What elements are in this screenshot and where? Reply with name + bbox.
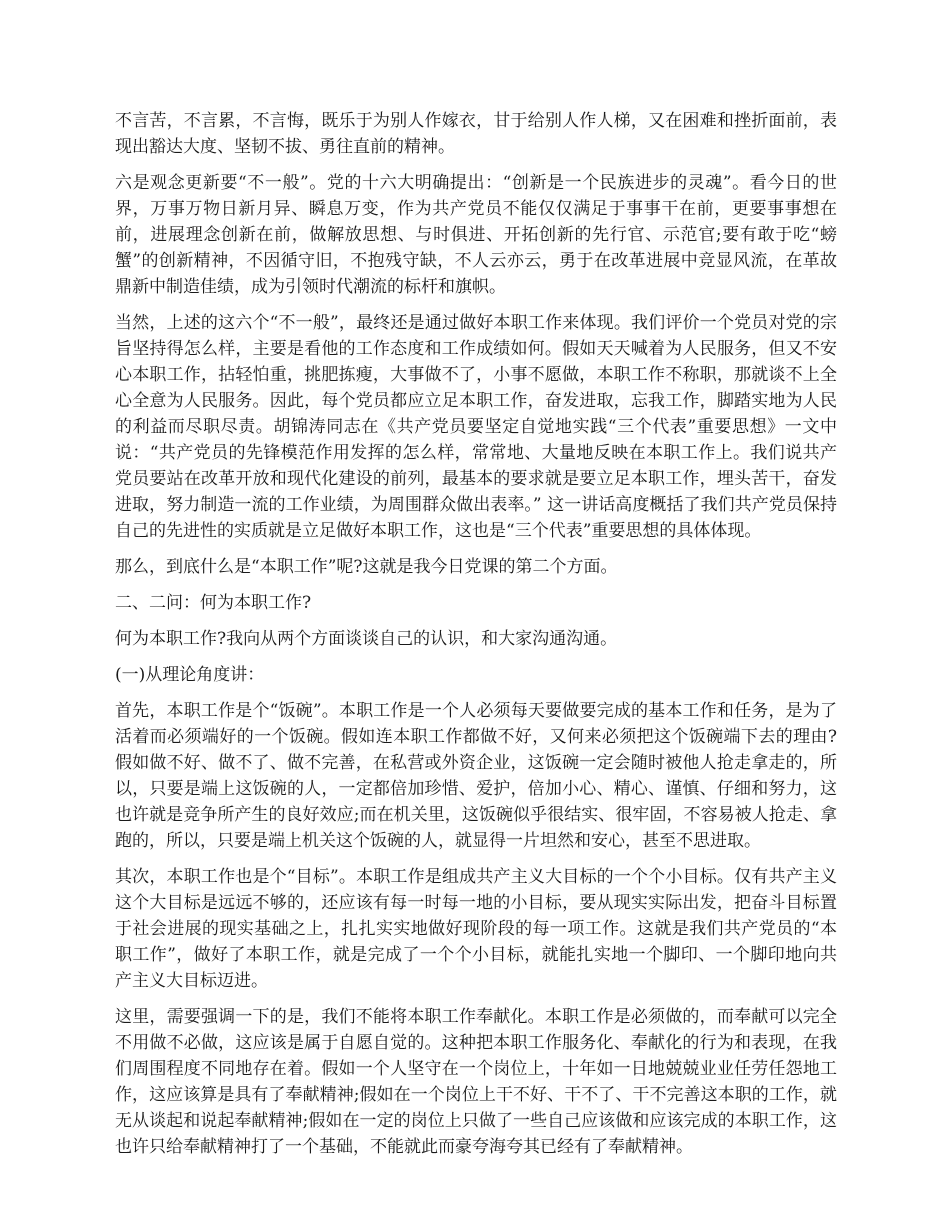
paragraph: 何为本职工作?我向从两个方面谈谈自己的认识，和大家沟通沟通。 <box>115 629 618 649</box>
paragraph: 当然，上述的这六个“不一般”，最终还是通过做好本职工作来体现。我们评价一个党员对党的宗旨坚持得怎么样，主要是看他的工作态度和工作成绩如何。假如天天喊着为人民服务，但又不安心本职工作，拈轻怕重，挑肥拣瘦，大事做不了，小事不愿做，本职工作不称职，那就谈不上全心全意为人民服务。因此，每个党员都应立足本职工作，奋发进取，忘我工作，脚踏实地为人民的利益而尽职尽责。胡锦涛同志在《共产党员要坚定自觉地实践“三个代表”重要思想》一文中说：“共产党员的先锋模范作用发挥的怎么样，常常地、大量地反映在本职工作上。我们说共产党员要站在改革开放和现代化建设的前列，最基本的要求就是要立足本职工作，埋头苦干，奋发进取，努力制造一流的工作业绩，为周围群众做出表率。” 这一讲话高度概括了我们共产党员保持自己的先进性的实质就是立足做好本职工作，这也是“三个代表”重要思想的具体体现。 <box>115 313 837 541</box>
paragraph: 这里，需要强调一下的是，我们不能将本职工作奉献化。本职工作是必须做的，而奉献可以完全不用做不必做，这应该是属于自愿自觉的。这种把本职工作服务化、奉献化的行为和表现，在我们周围程度不同地存在着。假如一个人坚守在一个岗位上，十年如一日地兢兢业业任劳任怨地工作，这应该算是具有了奉献精神;假如在一个岗位上干不好、干不了、干不完善这本职的工作，就无从谈起和说起奉献精神;假如在一定的岗位上只做了一些自己应该做和应该完成的本职工作，这也许只给奉献精神打了一个基础，不能就此而豪夸海夸其已经有了奉献精神。 <box>115 1007 837 1157</box>
subsection-heading: (一)从理论角度讲： <box>115 665 265 685</box>
paragraph: 其次，本职工作也是个“目标”。本职工作是组成共产主义大目标的一个个小目标。仅有共产主义这个大目标是远远不够的，还应该有每一时每一地的小目标，要从现实实际出发，把奋斗目标置于社会进展的现实基础之上，扎扎实实地做好现阶段的每一项工作。这就是我们共产党员的“本职工作”，做好了本职工作，就是完成了一个个小目标，就能扎实地一个脚印、一个脚印地向共产主义大目标迈进。 <box>115 867 837 991</box>
paragraph: 不言苦，不言累，不言悔，既乐于为别人作嫁衣，甘于给别人作人梯，又在困难和挫折面前，表现出豁达大度、坚韧不拔、勇往直前的精神。 <box>115 111 837 157</box>
section-heading: 二、二问：何为本职工作? <box>115 593 312 613</box>
paragraph: 那么，到底什么是“本职工作”呢?这就是我今日党课的第二个方面。 <box>115 557 618 577</box>
document-body <box>115 108 837 1170</box>
paragraph: 六是观念更新要“不一般”。党的十六大明确提出：“创新是一个民族进步的灵魂”。看今日的世界，万事万物日新月异、瞬息万变，作为共产党员不能仅仅满足于事事干在前，更要事事想在前，进展理念创新在前，做解放思想、与时俱进、开拓创新的先行官、示范官;要有敢于吃“螃蟹”的创新精神，不因循守旧，不抱残守缺，不人云亦云，勇于在改革进展中竞显风流，在革故鼎新中制造佳绩，成为引领时代潮流的标杆和旗帜。 <box>115 173 837 297</box>
paragraph: 首先，本职工作是个“饭碗”。本职工作是一个人必须每天要做要完成的基本工作和任务，是为了活着而必须端好的一个饭碗。假如连本职工作都做不好，又何来必须把这个饭碗端下去的理由?假如做不好、做不了、做不完善，在私营或外资企业，这饭碗一定会随时被他人抢走拿走的，所以，只要是端上这饭碗的人，一定都倍加珍惜、爱护，倍加小心、精心、谨慎、仔细和努力，这也许就是竞争所产生的良好效应;而在机关里，这饭碗似乎很结实、很牢固，不容易被人抢走、拿跑的，所以，只要是端上机关这个饭碗的人，就显得一片坦然和安心，甚至不思进取。 <box>115 701 837 851</box>
